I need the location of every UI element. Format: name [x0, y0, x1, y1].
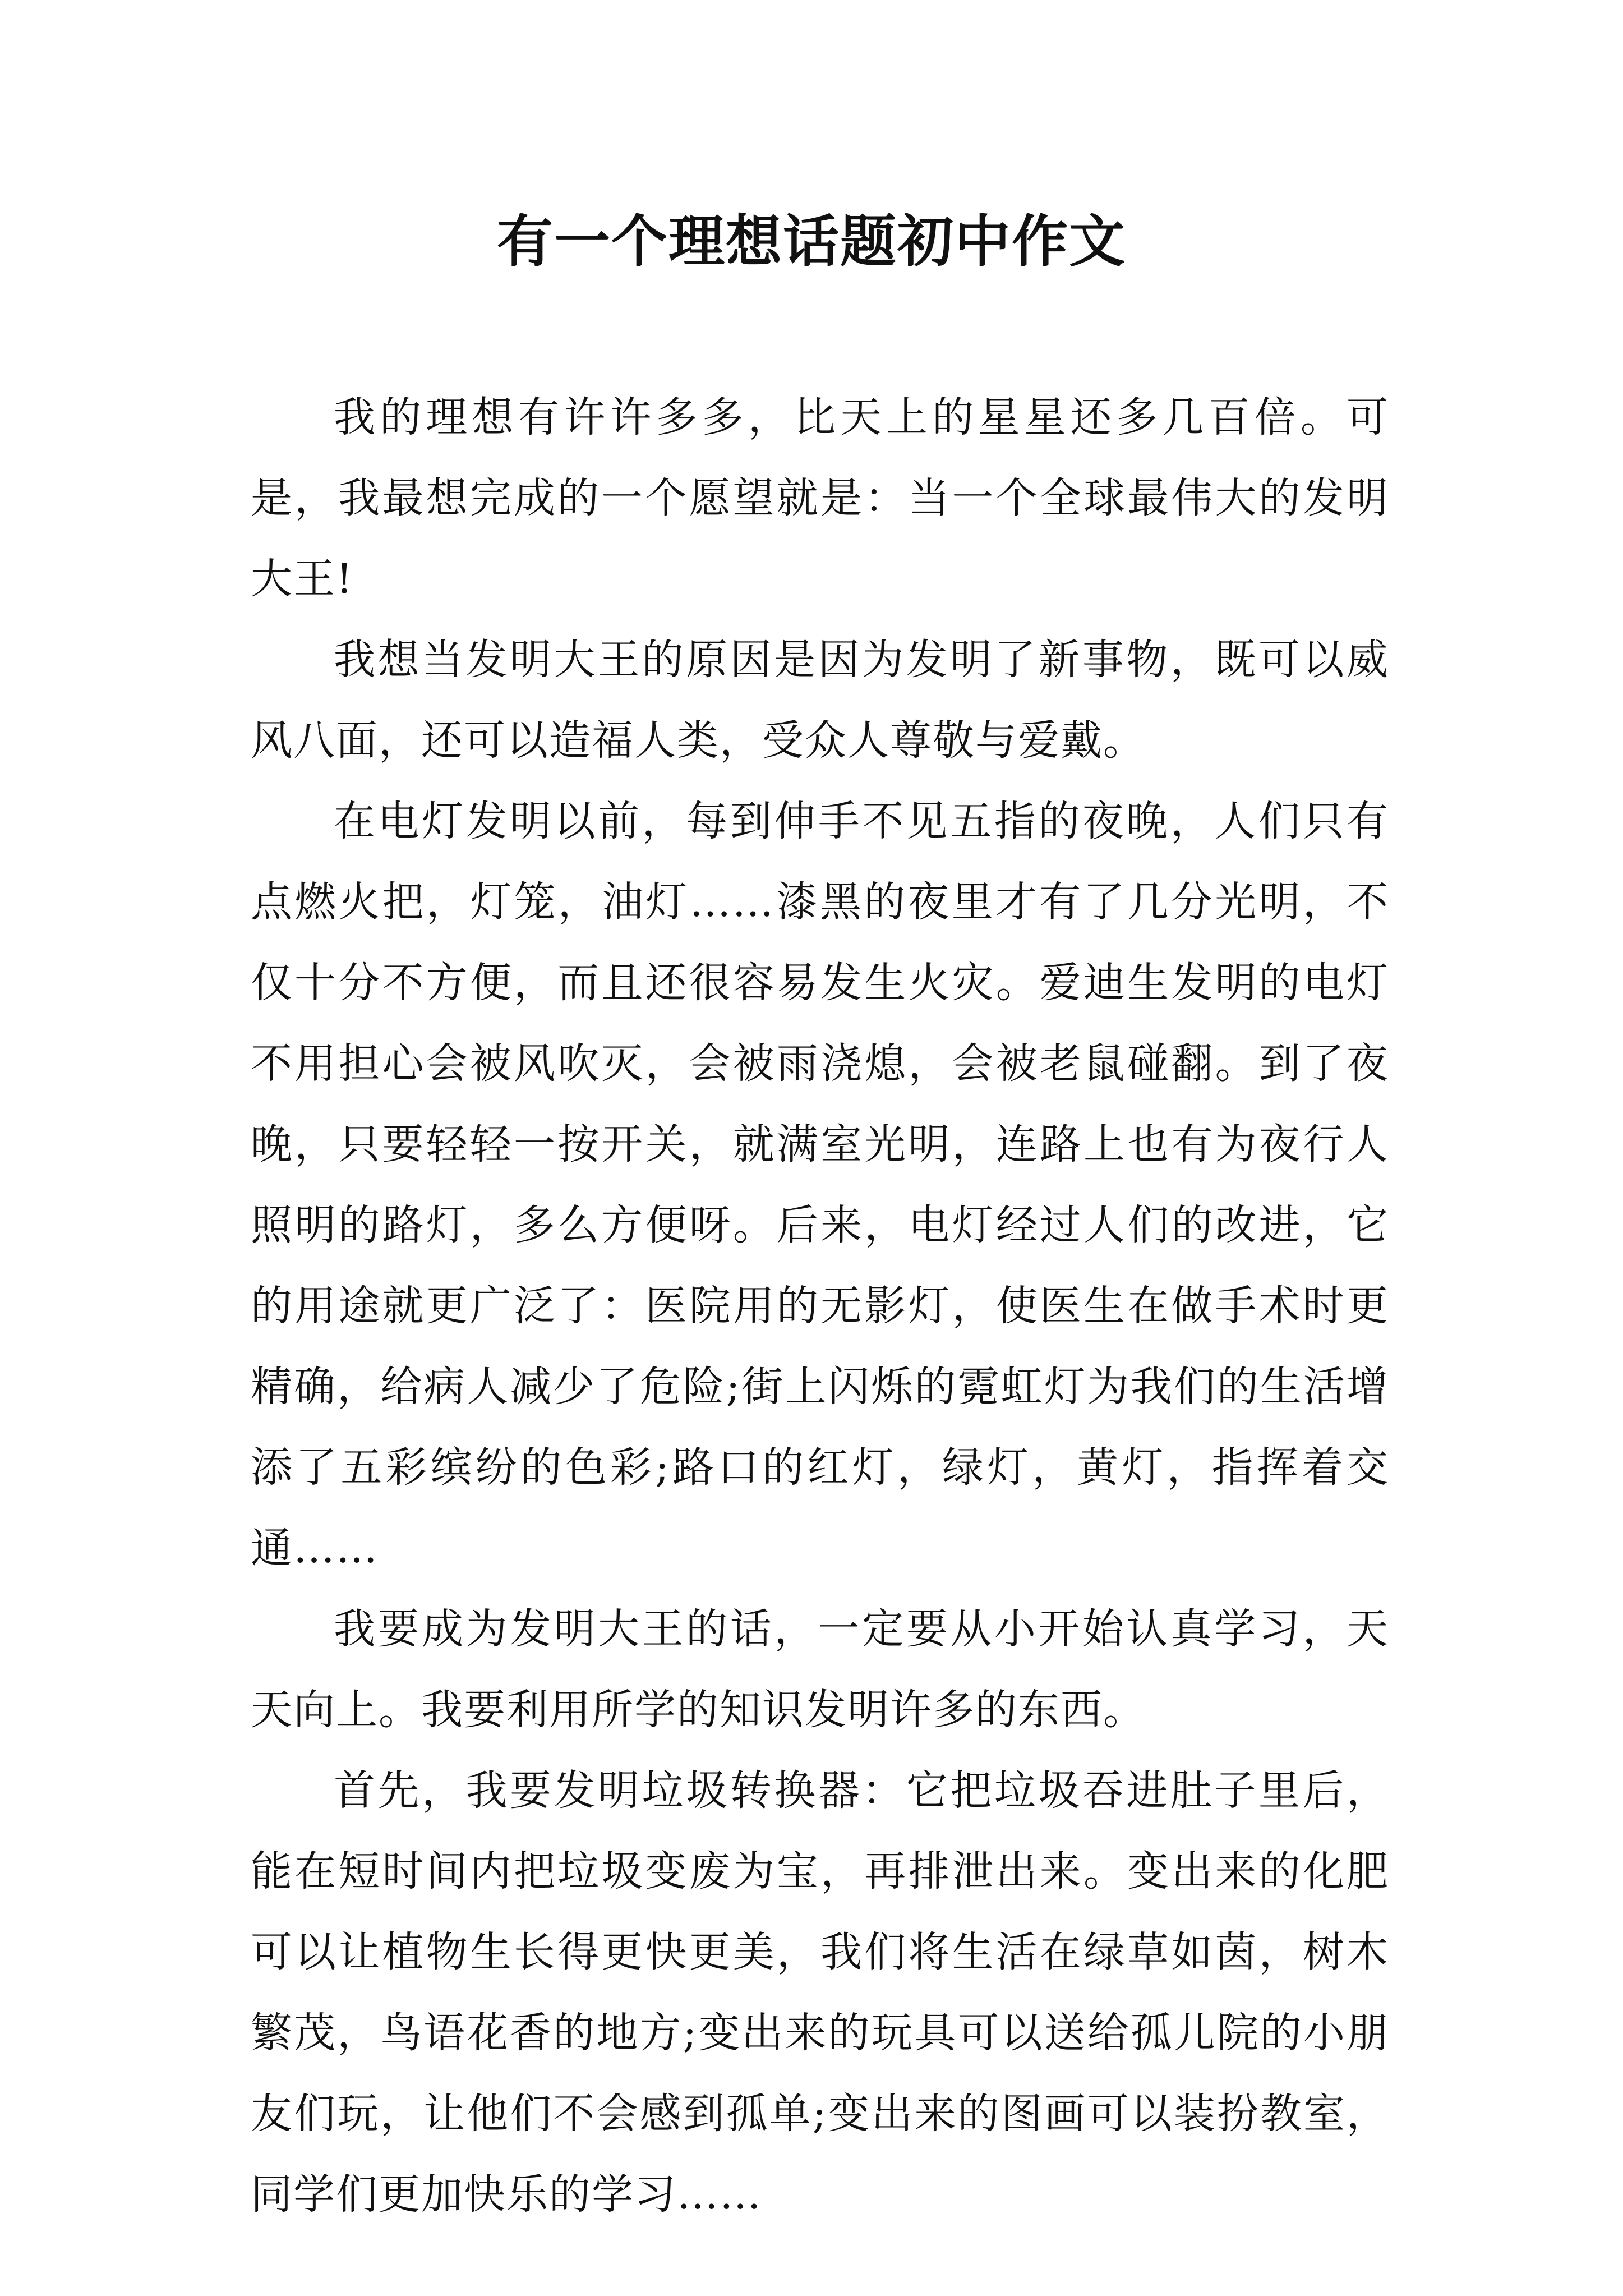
paragraph-3: 在电灯发明以前，每到伸手不见五指的夜晚，人们只有点燃火把，灯笼，油灯……漆黑的夜里才有了几分光明，不仅十分不方便，而且还很容易发生火灾。爱迪生发明的电灯不用担心会被风吹灭，会被雨浇熄，会被老鼠碰翻。到了夜晚，只要轻轻一按开关，就满室光明，连路上也有为夜行人照明的路灯，多么方便呀。后来，电灯经过人们的改进，它的用途就更广泛了：医院用的无影灯，使医生在做手术时更精确，给病人减少了危险;街上闪烁的霓虹灯为我们的生活增添了五彩缤纷的色彩;路口的红灯，绿灯，黄灯，指挥着交通…… [251, 797, 1389, 1572]
document-title: 有一个理想话题初中作文 [497, 208, 1126, 274]
paragraph-2: 我想当发明大王的原因是因为发明了新事物，既可以威风八面，还可以造福人类，受众人尊敬与爱戴。 [251, 636, 1389, 765]
paragraph-5: 首先，我要发明垃圾转换器：它把垃圾吞进肚子里后，能在短时间内把垃圾变废为宝，再排泄出来。变出来的化肥可以让植物生长得更快更美，我们将生活在绿草如茵，树木繁茂，鸟语花香的地方;变出来的玩具可以送给孤儿院的小朋友们玩，让他们不会感到孤单;变出来的图画可以装扮教室，同学们更加快乐的学习…… [251, 1766, 1389, 2219]
paragraph-1: 我的理想有许许多多，比天上的星星还多几百倍。可是，我最想完成的一个愿望就是：当一个全球最伟大的发明大王! [251, 393, 1389, 603]
paragraph-4: 我要成为发明大王的话，一定要从小开始认真学习，天天向上。我要利用所学的知识发明许多的东西。 [251, 1605, 1389, 1734]
document-body [251, 377, 1389, 2235]
